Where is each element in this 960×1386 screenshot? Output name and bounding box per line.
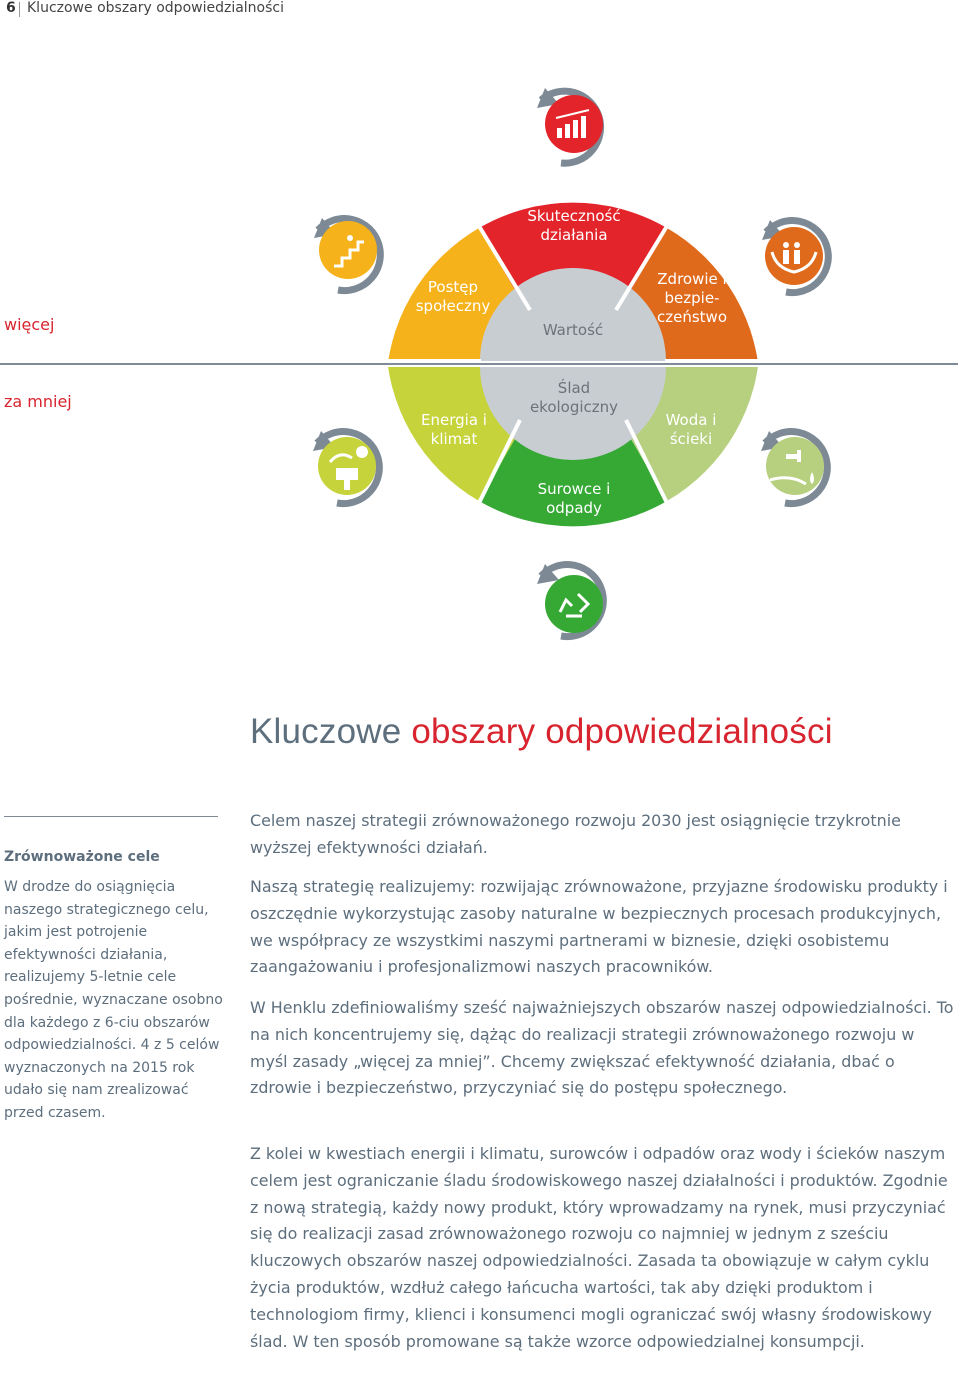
body-paragraph-1: Naszą strategię realizujemy: rozwijając zrównoważone, przyjazne środowisku produkty i oszczędnie wykorzystując zasoby naturalne w bezpiecznych procesach produkcyjnych, we współpracy ze wszystkimi naszymi partnerami w biznesie, dzięki osobistemu zaangażowaniu i profesjonalizmowi naszych pracowników. [250, 877, 948, 977]
social-progress-icon [314, 218, 380, 291]
more-label: więcej [4, 315, 55, 334]
segment-label-energia: Energia i klimat [421, 411, 487, 448]
segment-label-woda: Woda i ścieki [665, 411, 717, 448]
page-title-part2: obszary odpowiedzialności [411, 712, 833, 751]
segment-label-slad: Ślad ekologiczny [529, 379, 619, 416]
page-title-part1: Kluczowe [250, 712, 412, 751]
segment-label-wartosc: Wartość [542, 321, 604, 339]
segment-label-skutecznosc: Skuteczność działania [527, 207, 621, 244]
health-safety-icon [762, 220, 828, 293]
sidebar-rule [4, 816, 218, 817]
lead-paragraph: Celem naszej strategii zrównoważonego rozwoju 2030 jest osiągnięcie trzykrotnie wyższej efektywności działań. [250, 811, 901, 857]
page-title [250, 712, 833, 752]
bar-chart-icon [537, 88, 603, 163]
segment-label-zdrowie: Zdrowie i bezpie-czeństwo [657, 270, 727, 326]
segment-label-surowce: Surowce i odpady [537, 480, 611, 517]
segment-label-postep: Postęp społeczny [415, 278, 491, 315]
water-icon [761, 431, 827, 504]
sidebar-text: W drodze do osiągnięcia naszego strategicznego celu, jakim jest potrojenie efektywności działania, realizujemy 5-letnie cele pośrednie, wyznaczane osobno dla każdego z 6-ciu obszarów odpowiedzialności. 4 z 5 celów wyznaczonych na 2015 rok udało się nam zrealizować przed czasem. [4, 879, 223, 1121]
section-title: Kluczowe obszary odpowiedzialności [27, 0, 285, 16]
body-paragraph-3: Z kolei w kwestiach energii i klimatu, surowców i odpadów oraz wody i ścieków naszym celem jest ograniczanie śladu środowiskowego naszej działalności i produktów. Zgodnie z nową strategią, każdy nowy produkt, który wprowadzamy na rynek, musi przyczyniać się do realizacji zasad zrównoważonego rozwoju co najmniej w jednym z sześciu kluczowych obszarów naszej odpowiedzialności. Zasada ta obowiązuje w całym cyklu życia produktów, wzdłuż całego łańcucha wartości, tak aby dzięki produktom i technologiom firmy, klienci i konsumenci mogli ograniczać swój własny środowiskowy ślad. W ten sposób promowane są także wzorce odpowiedzialnej konsumpcji. [250, 1144, 948, 1351]
page-number: 6 [6, 0, 16, 16]
sidebar-heading: Zrównoważone cele [4, 849, 160, 865]
recycle-icon [537, 564, 603, 637]
less-label: za mniej [4, 392, 72, 411]
energy-climate-icon [313, 431, 379, 504]
body-paragraph-2: W Henklu zdefiniowaliśmy sześć najważniejszych obszarów naszej odpowiedzialności. To na nich koncentrujemy się, dążąc do realizacji strategii zrównoważonego rozwoju w myśl zasady „więcej za mniej”. Chcemy zwiększać efektywność działania, dbać o zdrowie i bezpieczeństwo, przyczyniać się do postępu społecznego. [250, 998, 954, 1098]
more-less-divider [0, 363, 958, 365]
